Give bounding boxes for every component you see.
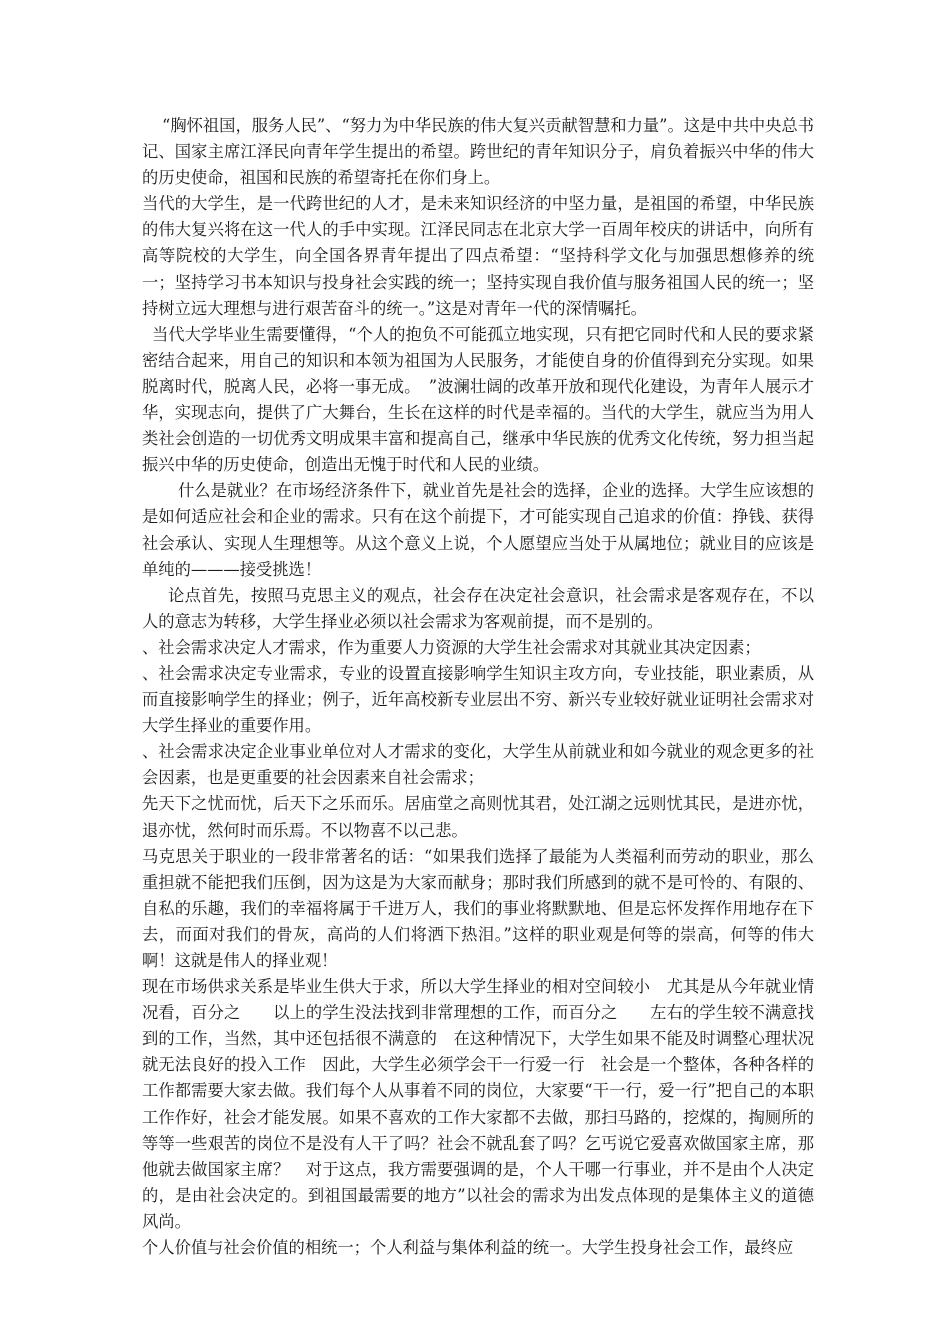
document-body xyxy=(142,113,814,1261)
paragraph-10: 马克思关于职业的一段非常著名的话：“如果我们选择了最能为人类福利而劳动的职业，那么重担就不能把我们压倒，因为这是为大家而献身；那时我们所感到的就不是可怜的、有限的、自私的乐趣，我们的幸福将属于千进万人，我们的事业将默默地、但是忘怀发挥作用地存在下去，而面对我们的骨灰，高尚的人们将洒下热泪。”这样的职业观是何等的崇高，何等的伟大啊！这就是伟人的择业观！ xyxy=(142,846,814,970)
paragraph-12: 个人价值与社会价值的相统一；个人利益与集体利益的统一。大学生投身社会工作，最终应 xyxy=(142,1238,794,1258)
paragraph-2: 当代的大学生，是一代跨世纪的人才，是未来知识经济的中坚力量，是祖国的希望，中华民族的伟大复兴将在这一代人的手中实现。江泽民同志在北京大学一百周年校庆的讲话中，向所有高等院校的大学生，向全国各界青年提出了四点希望：“坚持科学文化与加强思想修养的统一；坚持学习书本知识与投身社会实践的统一；坚持实现自我价值与服务祖国人民的统一；坚持树立远大理想与进行艰苦奋斗的统一。”这是对青年一代的深情嘱托。 xyxy=(142,194,814,318)
paragraph-5: 论点首先，按照马克思主义的观点，社会存在决定社会意识，社会需求是客观存在，不以人的意志为转移，大学生择业必须以社会需求为客观前提，而不是别的。 xyxy=(142,585,814,631)
paragraph-8: 、社会需求决定企业事业单位对人才需求的变化，大学生从前就业和如今就业的观念更多的社会因素，也是更重要的社会因素来自社会需求； xyxy=(142,742,814,788)
paragraph-7: 、社会需求决定专业需求，专业的设置直接影响学生知识主攻方向，专业技能，职业素质，从而直接影响学生的择业；例子，近年高校新专业层出不穷、新兴专业较好就业证明社会需求对大学生择业的重要作用。 xyxy=(142,663,814,736)
paragraph-3: 当代大学毕业生需要懂得，“个人的抱负不可能孤立地实现，只有把它同时代和人民的要求紧密结合起来，用自己的知识和本领为祖国为人民服务，才能使自身的价值得到充分实现。如果脱离时代，脱离人民，必将一事无成。 ”波澜壮阔的改革开放和现代化建设，为青年人展示才华，实现志向，提供了广大舞台，生长在这样的时代是幸福的。当代的大学生，就应当为用人类社会创造的一切优秀文明成果丰富和提高自己，继承中华民族的优秀文化传统，努力担当起振兴中华的历史使命，创造出无愧于时代和人民的业绩。 xyxy=(142,324,814,475)
paragraph-11: 现在市场供求关系是毕业生供大于求，所以大学生择业的相对空间较小 尤其是从今年就业情况看，百分之 以上的学生没法找到非常理想的工作，而百分之 左右的学生较不满意找到的工作，当然，其中还包括很不满意的 在这种情况下，大学生如果不能及时调整心理状况就无法良好的投入工作 因此，大学生必须学会干一行爱一行 社会是一个整体，各种各样的工作都需要大家去做。我们每个人从事着不同的岗位，大家要“干一行，爱一行”把自己的本职工作作好，社会才能发展。如果不喜欢的工作大家都不去做，那扫马路的，挖煤的，掏厕所的等等一些艰苦的岗位不是没有人干了吗？社会不就乱套了吗？乞丐说它爱喜欢做国家主席，那他就去做国家主席？ 对于这点，我方需要强调的是，个人干哪一行事业，并不是由个人决定的，是由社会决定的。到祖国最需要的地方”以社会的需求为出发点体现的是集体主义的道德风尚。 xyxy=(142,977,814,1231)
paragraph-1: “胸怀祖国，服务人民”、“努力为中华民族的伟大复兴贡献智慧和力量”。这是中共中央总书记、国家主席江泽民向青年学生提出的希望。跨世纪的青年知识分子，肩负着振兴中华的伟大的历史使命，祖国和民族的希望寄托在你们身上。 xyxy=(142,116,814,188)
paragraph-4: 什么是就业？在市场经济条件下，就业首先是社会的选择，企业的选择。大学生应该想的是如何适应社会和企业的需求。只有在这个前提下，才可能实现自己追求的价值：挣钱、获得社会承认、实现人生理想等。从这个意义上说，个人愿望应当处于从属地位；就业目的应该是单纯的———接受挑选！ xyxy=(142,481,814,579)
paragraph-6: 、社会需求决定人才需求，作为重要人力资源的大学生社会需求对其就业其决定因素； xyxy=(142,637,761,657)
paragraph-9: 先天下之忧而忧，后天下之乐而乐。居庙堂之高则忧其君，处江湖之远则忧其民，是进亦忧，退亦忧，然何时而乐焉。不以物喜不以己悲。 xyxy=(142,794,814,840)
